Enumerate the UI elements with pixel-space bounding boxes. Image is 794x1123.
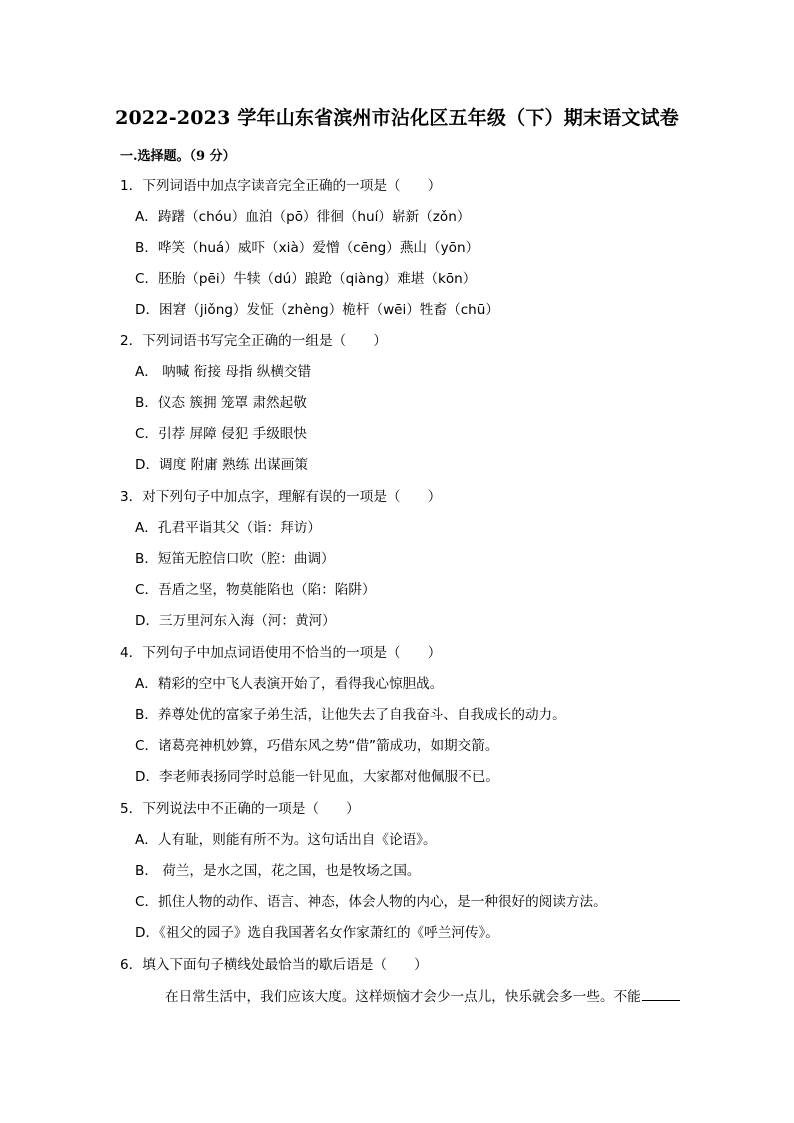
question-4-option-d: D．李老师表扬同学时总能一针见血，大家都对他佩服不已。 <box>135 769 499 785</box>
question-1-stem: 1．下列词语中加点字读音完全正确的一项是（ ） <box>120 178 442 194</box>
question-3-option-d: D．三万里河东入海（河：黄河） <box>135 613 336 629</box>
question-5-stem: 5．下列说法中不正确的一项是（ ） <box>120 801 360 817</box>
section-heading: 一.选择题。（9 分） <box>120 149 236 164</box>
question-5-option-c: C．抓住人物的动作、语言、神态，体会人物的内心，是一种很好的阅读方法。 <box>135 894 607 910</box>
question-3-option-a: A．孔君平诣其父（诣：拜访） <box>135 520 322 536</box>
question-5-option-b: B． 荷兰，是水之国，花之国，也是牧场之国。 <box>135 863 421 879</box>
question-3-stem: 3．对下列句子中加点字，理解有误的一项是（ ） <box>120 489 442 505</box>
question-6-passage-text: 在日常生活中，我们应该大度。这样烦恼才会少一点儿，快乐就会多一些。不能 <box>165 989 641 1005</box>
question-4-stem: 4．下列句子中加点词语使用不恰当的一项是（ ） <box>120 645 442 661</box>
question-1-option-c: C．胚胎（pēi）牛犊（dú）踉跄（qiàng）难堪（kōn） <box>135 271 477 287</box>
question-6-stem: 6．填入下面句子横线处最恰当的歇后语是（ ） <box>120 957 428 973</box>
question-3-option-b: B．短笛无腔信口吹（腔：曲调） <box>135 551 335 567</box>
question-2-option-b: B．仪态 簇拥 笼罩 肃然起敬 <box>135 395 307 411</box>
question-2-option-a: A． 呐喊 衔接 母指 纵横交错 <box>135 364 312 380</box>
question-4-option-c: C．诸葛亮神机妙算，巧借东风之势“借”箭成功，如期交箭。 <box>135 738 499 754</box>
question-4-option-b: B．养尊处优的富家子弟生活，让他失去了自我奋斗、自我成长的动力。 <box>135 707 566 723</box>
question-5-option-d: D．《祖父的园子》选自我国著名女作家萧红的《呼兰河传》。 <box>135 925 499 941</box>
question-2-stem: 2．下列词语书写完全正确的一组是（ ） <box>120 333 387 349</box>
exam-title: 2022-2023 学年山东省滨州市沾化区五年级（下）期末语文试卷 <box>115 107 679 129</box>
question-6-passage <box>165 986 680 1007</box>
question-4-option-a: A．精彩的空中飞人表演开始了，看得我心惊胆战。 <box>135 676 444 692</box>
question-1-option-d: D．困窘（jiǒng）发怔（zhèng）桅杆（wēi）牲畜（chū） <box>135 302 499 318</box>
question-2-option-c: C．引荐 屏障 侵犯 手级眼快 <box>135 426 307 442</box>
answer-blank[interactable] <box>642 986 680 1001</box>
question-2-option-d: D．调度 附庸 熟练 出谋画策 <box>135 457 308 473</box>
question-3-option-c: C．吾盾之坚，物莫能陷也（陷：陷阱） <box>135 582 376 598</box>
question-5-option-a: A．人有耻，则能有所不为。这句话出自《论语》。 <box>135 832 437 848</box>
question-1-option-b: B．哗笑（huá）威吓（xià）爱憎（cēng）燕山（yōn） <box>135 240 480 256</box>
question-1-option-a: A．踌躇（chóu）血泊（pō）徘徊（huí）崭新（zǒn） <box>135 209 471 225</box>
